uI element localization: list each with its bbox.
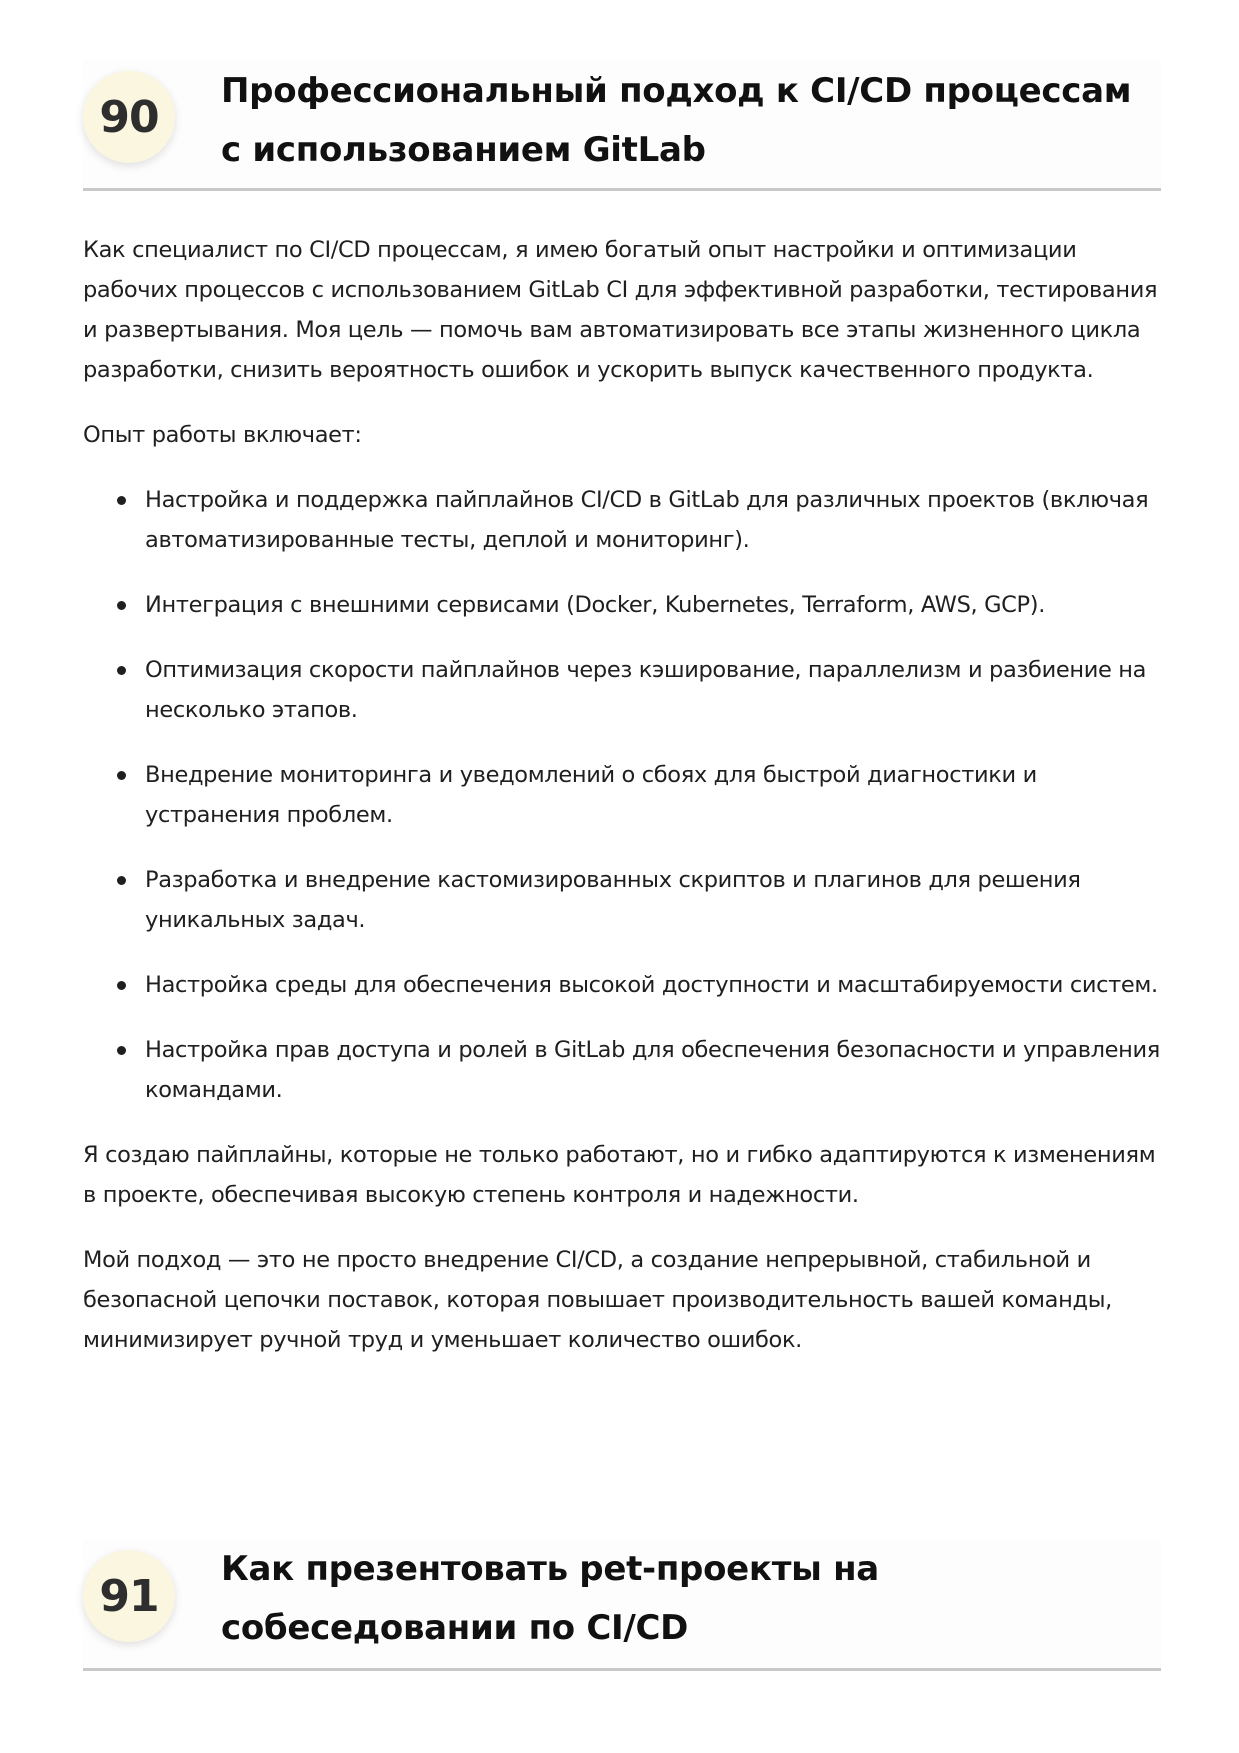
section-header-90 (83, 60, 1161, 191)
list-item (145, 1030, 1163, 1110)
bullet-icon (117, 981, 126, 990)
list-item-text: Внедрение мониторинга и уведомлений о сбоях для быстрой диагностики и устранения проблем. (145, 762, 1037, 828)
paragraph-approach: Мой подход — это не просто внедрение CI/CD, а создание непрерывной, стабильной и безопасной цепочки поставок, которая повышает производительность вашей команды, минимизирует ручной труд и уменьшает количество ошибок. (83, 1247, 1112, 1353)
experience-list (83, 480, 1163, 1110)
bullet-icon (117, 601, 126, 610)
bullet-icon (117, 1046, 126, 1055)
section-title: Профессиональный подход к CI/CD процессам с использованием GitLab (221, 71, 1132, 170)
list-item-text: Интеграция с внешними сервисами (Docker, Kubernetes, Terraform, AWS, GCP). (145, 592, 1045, 618)
list-item (145, 965, 1163, 1005)
section-number-badge: 91 (83, 1550, 175, 1642)
list-item (145, 480, 1163, 560)
paragraph-pipelines: Я создаю пайплайны, которые не только работают, но и гибко адаптируются к изменениям в проекте, обеспечивая высокую степень контроля и надежности. (83, 1142, 1156, 1208)
section-title: Как презентовать pet-проекты на собеседовании по CI/CD (221, 1549, 879, 1648)
section-number-badge: 90 (83, 71, 175, 163)
list-item (145, 755, 1163, 835)
bullet-icon (117, 666, 126, 675)
list-item (145, 585, 1163, 625)
intro-paragraph: Как специалист по CI/CD процессам, я имею богатый опыт настройки и оптимизации рабочих процессов с использованием GitLab CI для эффективной разработки, тестирования и развертывания. Моя цель — помочь вам автоматизировать все этапы жизненного цикла разработки, снизить вероятность ошибок и ускорить выпуск качественного продукта. (83, 237, 1158, 383)
list-item-text: Оптимизация скорости пайплайнов через кэширование, параллелизм и разбиение на несколько этапов. (145, 657, 1147, 723)
list-item (145, 650, 1163, 730)
bullet-icon (117, 496, 126, 505)
list-item-text: Разработка и внедрение кастомизированных скриптов и плагинов для решения уникальных задач. (145, 867, 1081, 933)
list-item-text: Настройка среды для обеспечения высокой доступности и масштабируемости систем. (145, 972, 1158, 998)
section-body (83, 230, 1163, 1385)
bullet-icon (117, 771, 126, 780)
list-item-text: Настройка прав доступа и ролей в GitLab для обеспечения безопасности и управления командами. (145, 1037, 1160, 1103)
experience-heading: Опыт работы включает: (83, 422, 362, 448)
section-header-91 (83, 1540, 1161, 1671)
list-item-text: Настройка и поддержка пайплайнов CI/CD в GitLab для различных проектов (включая автоматизированные тесты, деплой и мониторинг). (145, 487, 1149, 553)
list-item (145, 860, 1163, 940)
bullet-icon (117, 876, 126, 885)
